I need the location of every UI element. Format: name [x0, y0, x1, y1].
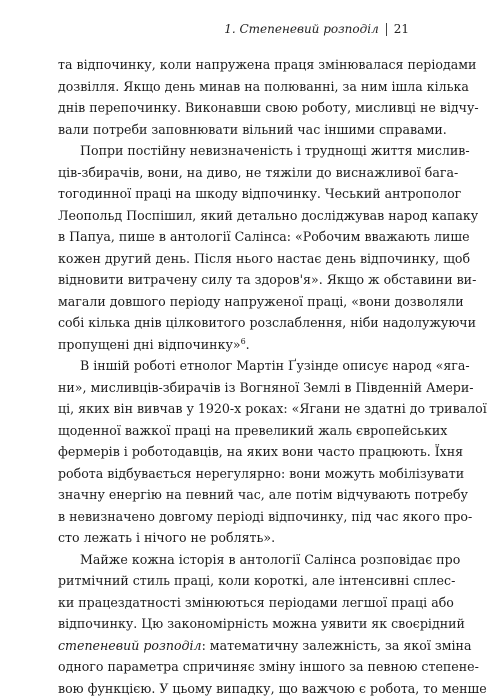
text-line: ритмічний стиль праці, коли короткі, але інтенсивні сплес- — [58, 570, 409, 592]
header-separator — [386, 23, 387, 36]
text-line: одного параметра спричиняє зміну іншого за певною степене- — [58, 656, 409, 678]
text-line: в невизначено довгому періоді відпочинку, під час якого про- — [58, 506, 409, 528]
text-line: Попри постійну невизначеність і труднощі життя мислив- — [58, 140, 409, 162]
text-line: в Папуа, пише в антології Салінса: «Робочим вважають лише — [58, 226, 409, 248]
text-fragment: пропущені дні відпочинку» — [58, 337, 241, 352]
text-line: щоденної важкої праці на превеликий жаль європейських — [58, 420, 409, 442]
paragraph — [58, 54, 409, 140]
chapter-title: 1. Степеневий розподіл — [224, 21, 379, 37]
text-line: собі кілька днів цілковитого розслаблення, ніби надолужуючи — [58, 312, 409, 334]
text-line: тогодинної праці на шкоду відпочинку. Чеський антрополог — [58, 183, 409, 205]
paragraph — [58, 355, 409, 549]
page-number: 21 — [394, 21, 409, 37]
text-line — [58, 334, 409, 356]
text-line: відновити витрачену силу та здоров'я». Якщо ж обставини ви- — [58, 269, 409, 291]
text-line: Леопольд Поспішил, який детально досліджував народ капаку — [58, 205, 409, 227]
text-line: та відпочинку, коли напружена праця змінювалася періодами — [58, 54, 409, 76]
text-line: ни», мисливців-збирачів із Вогняної Землі в Південній Амери- — [58, 377, 409, 399]
text-line: дозвілля. Якщо день минав на полюванні, за ним ішла кілька — [58, 76, 409, 98]
text-line: магали довшого періоду напруженої праці, «вони дозволяли — [58, 291, 409, 313]
text-line: вали потреби заповнювати вільний час іншими справами. — [58, 119, 409, 141]
body-text — [58, 54, 409, 699]
text-fragment: . — [246, 337, 250, 352]
text-line: вою функцією. У цьому випадку, що важчою є робота, то менше — [58, 678, 409, 699]
text-line: значну енергію на певний час, але потім відчувають потребу — [58, 484, 409, 506]
text-line: ки працездатності змінюються періодами легшої праці або — [58, 592, 409, 614]
footnote-marker[interactable]: 6 — [241, 336, 246, 345]
text-line: ці, яких він вивчав у 1920-х роках: «Ягани не здатні до тривалої — [58, 398, 409, 420]
text-line — [58, 635, 409, 657]
text-line: В іншій роботі етнолог Мартін Ґузінде описує народ «яга- — [58, 355, 409, 377]
text-line: Майже кожна історія в антології Салінса розповідає про — [58, 549, 409, 571]
text-fragment: : математичну залежність, за якої зміна — [202, 638, 472, 653]
italic-term: степеневий розподіл — [58, 638, 202, 653]
running-header — [224, 21, 409, 37]
paragraph — [58, 140, 409, 355]
text-line: днів перепочинку. Виконавши свою роботу, мисливці не відчу- — [58, 97, 409, 119]
text-line: робота відбувається нерегулярно: вони можуть мобілізувати — [58, 463, 409, 485]
text-line: фермерів і роботодавців, на яких вони часто працюють. Їхня — [58, 441, 409, 463]
paragraph — [58, 549, 409, 699]
text-line: відпочинку. Цю закономірність можна уявити як своєрідний — [58, 613, 409, 635]
text-line: ців-збирачів, вони, на диво, не тяжіли до виснажливої бага- — [58, 162, 409, 184]
text-line: сто лежать і нічого не роблять». — [58, 527, 409, 549]
text-line: кожен другий день. Після нього настає день відпочинку, щоб — [58, 248, 409, 270]
